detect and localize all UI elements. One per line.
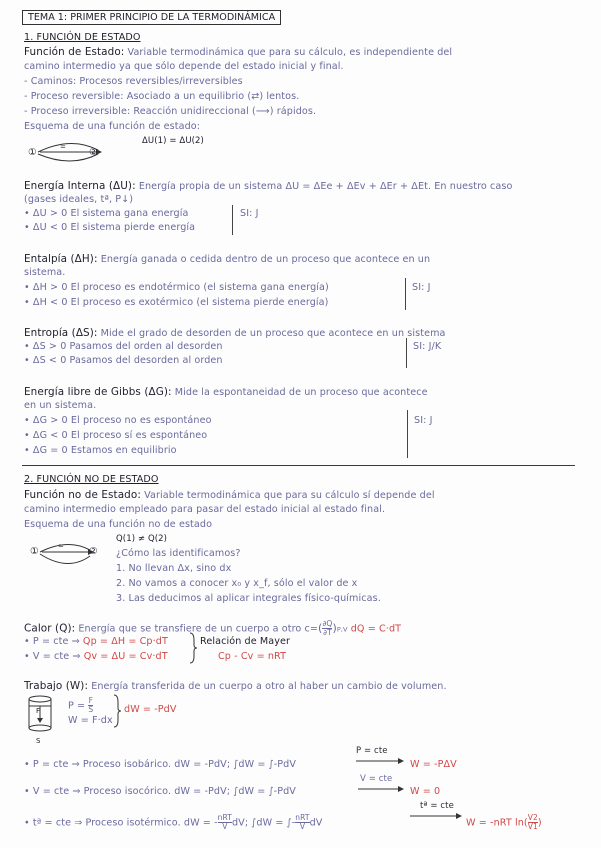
- mayer-label: Relación de Mayer: [200, 636, 291, 647]
- isothermal-frac-1: [218, 814, 232, 831]
- calor-fraction: [322, 620, 332, 637]
- pressure-fraction: [88, 697, 93, 714]
- gibbs-item-2: • ΔG < 0 El proceso sí es espontáneo: [24, 430, 208, 441]
- identify-rule-1: 1. No llevan Δx, sino dx: [116, 563, 232, 574]
- isothermal-close: ): [537, 817, 542, 829]
- isobaric-condition: P = cte: [356, 746, 388, 756]
- entropia-term: Entropía (ΔS):: [24, 327, 98, 339]
- isothermal-result: [466, 814, 542, 831]
- calor-subscript: P,V: [336, 625, 348, 634]
- s1-bullet-caminos: - Caminos: Procesos reversibles/irreversibles: [24, 76, 243, 87]
- calor-v-result: Qv = ΔU = Cv·dT: [83, 651, 168, 662]
- isothermal-part-3: dV: [309, 817, 323, 829]
- isobaric-line: • P = cte ⇒ Proceso isobárico. dW = -PdV; ∫dW = ∫-PdV: [24, 759, 297, 770]
- calor-def-line: Calor (Q): Energía que se transfiere de un cuerpo a otro c=( $\frac{\partial Q}{\partial T}$ )P,V dQ = C·dT: [24, 619, 402, 637]
- pressure-num: F: [88, 696, 93, 705]
- page-title: TEMA 1: PRIMER PRINCIPIO DE LA TERMODINÁMICA: [22, 10, 281, 25]
- state-function-diagram: [26, 134, 116, 170]
- energia-item-2: • ΔU < 0 El sistema pierde energía: [24, 222, 196, 233]
- state-1-node-b: ①: [30, 546, 39, 557]
- gibbs-item-1: • ΔG > 0 El proceso no es espontáneo: [24, 415, 212, 426]
- section-2-heading: 2. FUNCIÓN NO DE ESTADO: [24, 474, 159, 485]
- gibbs-def-line-2: en un sistema.: [24, 400, 97, 411]
- pressure-definition: [68, 697, 93, 714]
- section-1-heading: 1. FUNCIÓN DE ESTADO: [24, 32, 141, 43]
- s2-def-text: Variable termodinámica que para su cálculo sí depende del: [140, 490, 435, 501]
- svg-text:=: =: [58, 542, 64, 550]
- calor-frac-den: ∂T: [323, 628, 332, 637]
- isothermal-ln-den: V1: [527, 822, 538, 831]
- isothermal-part-2: dV; ∫dW = ∫-: [231, 817, 296, 829]
- calor-frac-num: ∂Q: [322, 619, 333, 628]
- trabajo-def: Energía transferida de un cuerpo a otro al haber un cambio de volumen.: [88, 681, 447, 692]
- mayer-equation: Cp - Cv = nRT: [218, 651, 287, 662]
- gibbs-def-line-1: [24, 386, 428, 398]
- gibbs-item-3: • ΔG = 0 Estamos en equilibrio: [24, 445, 177, 456]
- entropia-def: Mide el grado de desorden de un proceso que acontece en un sistema: [97, 328, 446, 339]
- gibbs-term: Energía libre de Gibbs (ΔG):: [24, 386, 172, 398]
- entropia-item-2: • ΔS < 0 Pasamos del desorden al orden: [24, 355, 223, 366]
- identify-rule-3: 3. Las deducimos al aplicar integrales físico-químicas.: [116, 593, 381, 604]
- entalpia-si-unit: SI: J: [412, 282, 431, 293]
- energia-divider: [232, 205, 233, 235]
- calor-brace: [188, 632, 198, 664]
- gibbs-divider: [407, 410, 408, 458]
- s1-bullet-irreversible: - Proceso irreversible: Reacción unidireccional (⟶) rápidos.: [24, 106, 317, 117]
- force-label: F: [36, 707, 41, 715]
- calor-line-v: [24, 651, 168, 662]
- trabajo-def-line: [24, 680, 447, 692]
- heat-inequality: Q(1) ≠ Q(2): [116, 534, 168, 544]
- pressure-eq: P =: [68, 700, 86, 712]
- s2-definition-line-2: camino intermedio empleado para pasar del estado inicial al estado final.: [24, 504, 386, 515]
- energia-def-line-2: (gases ideales, tª, P↓): [24, 194, 134, 205]
- energia-term: Energía Interna (ΔU):: [24, 180, 136, 192]
- entalpia-item-2: • ΔH < 0 El proceso es exotérmico (el sistema pierde energía): [24, 297, 329, 308]
- calor-line-p: [24, 636, 168, 647]
- isothermal-line: [24, 814, 322, 831]
- gibbs-si-unit: SI: J: [414, 415, 433, 426]
- trabajo-term: Trabajo (W):: [24, 680, 89, 692]
- surface-label: S: [36, 737, 41, 745]
- isochoric-arrow-icon: [358, 785, 404, 793]
- entalpia-def-line-1: [24, 253, 430, 265]
- energia-item-1: • ΔU > 0 El sistema gana energía: [24, 208, 189, 219]
- entalpia-item-1: • ΔH > 0 El proceso es endotérmico (el sistema gana energía): [24, 282, 329, 293]
- isothermal-frac-2: [295, 814, 309, 831]
- gibbs-def: Mide la espontaneidad de un proceso que acontece: [171, 387, 428, 398]
- isothermal-ln-fraction: [528, 814, 538, 831]
- s2-esquema-label: Esquema de una función no de estado: [24, 519, 213, 530]
- isothermal-result-text: W = -nRT ln(: [466, 817, 528, 829]
- entropia-item-1: • ΔS > 0 Pasamos del orden al desorden: [24, 341, 223, 352]
- section-separator: [22, 465, 575, 466]
- pressure-den: S: [88, 705, 94, 714]
- entalpia-term: Entalpía (ΔH):: [24, 253, 98, 265]
- identify-question: ¿Cómo las identificamos?: [116, 548, 241, 559]
- isothermal-frac-1-den: V: [222, 822, 228, 831]
- work-force-eq: W = F·dx: [68, 715, 113, 726]
- calor-differential: dQ = C·dT: [350, 623, 402, 635]
- entropia-divider: [406, 338, 407, 368]
- isothermal-frac-2-num: nRT: [295, 813, 310, 822]
- calor-v-cond: • V = cte ⇒: [24, 651, 84, 662]
- entalpia-def-line-2: sistema.: [24, 267, 66, 278]
- isobaric-result: W = -PΔV: [410, 759, 457, 770]
- entropia-si-unit: SI: J/K: [413, 341, 442, 352]
- state-1-node: ①: [28, 147, 37, 158]
- state-2-node: ②: [89, 147, 98, 158]
- calor-p-cond: • P = cte ⇒: [24, 636, 83, 647]
- identify-rule-2: 2. No vamos a conocer x₀ y x_f, sólo el valor de x: [116, 578, 358, 589]
- energia-def: Energía propia de un sistema ΔU = ΔEe + ΔEv + ΔEr + ΔEt. En nuestro caso: [135, 181, 513, 192]
- work-differential: dW = -PdV: [124, 704, 177, 715]
- isothermal-frac-1-num: nRT: [217, 813, 232, 822]
- calor-p-result: Qp = ΔH = Cp·dT: [82, 636, 168, 647]
- isothermal-frac-2-den: V: [299, 822, 306, 831]
- energia-def-line-1: [24, 180, 512, 192]
- trabajo-brace: [112, 694, 122, 728]
- isochoric-result: W = 0: [410, 786, 441, 797]
- isothermal-ln-num: V2: [527, 813, 538, 822]
- isothermal-part-1: • tª = cte ⇒ Proceso isotérmico. dW = -: [24, 817, 218, 829]
- piston-cylinder-icon: [26, 694, 56, 738]
- entalpia-divider: [405, 278, 406, 310]
- isothermal-arrow-icon: [410, 812, 462, 820]
- calor-def: Energía que se transfiere de un cuerpo a otro c=: [75, 623, 319, 635]
- entropia-def-line-1: [24, 327, 446, 339]
- s2-def-term: Función no de Estado:: [24, 489, 141, 501]
- state-function-equality: ΔU(1) = ΔU(2): [142, 136, 204, 146]
- isobaric-arrow-icon: [356, 757, 404, 765]
- energia-si-unit: SI: J: [240, 208, 259, 219]
- entalpia-def: Energía ganada o cedida dentro de un proceso que acontece en un: [97, 254, 431, 265]
- state-2-node-b: ②: [89, 546, 98, 557]
- s1-bullet-reversible: - Proceso reversible: Asociado a un equilibrio (⇄) lentos.: [24, 91, 300, 102]
- s1-definition-line-1: [24, 46, 452, 58]
- s1-esquema-label: Esquema de una función de estado:: [24, 121, 201, 132]
- s1-definition-line-2: camino intermedio ya que sólo depende del estado inicial y final.: [24, 61, 344, 72]
- isochoric-condition: V = cte: [360, 774, 393, 784]
- calor-term: Calor (Q):: [24, 622, 76, 635]
- s1-def-text: Variable termodinámica que para su cálculo, es independiente del: [124, 47, 453, 58]
- isochoric-line: • V = cte ⇒ Proceso isocórico. dW = -PdV; ∫dW = ∫-PdV: [24, 786, 296, 797]
- svg-text:=: =: [60, 143, 66, 151]
- s1-def-term: Función de Estado:: [24, 46, 125, 58]
- isothermal-condition: tª = cte: [420, 801, 454, 811]
- s2-definition-line-1: [24, 489, 435, 501]
